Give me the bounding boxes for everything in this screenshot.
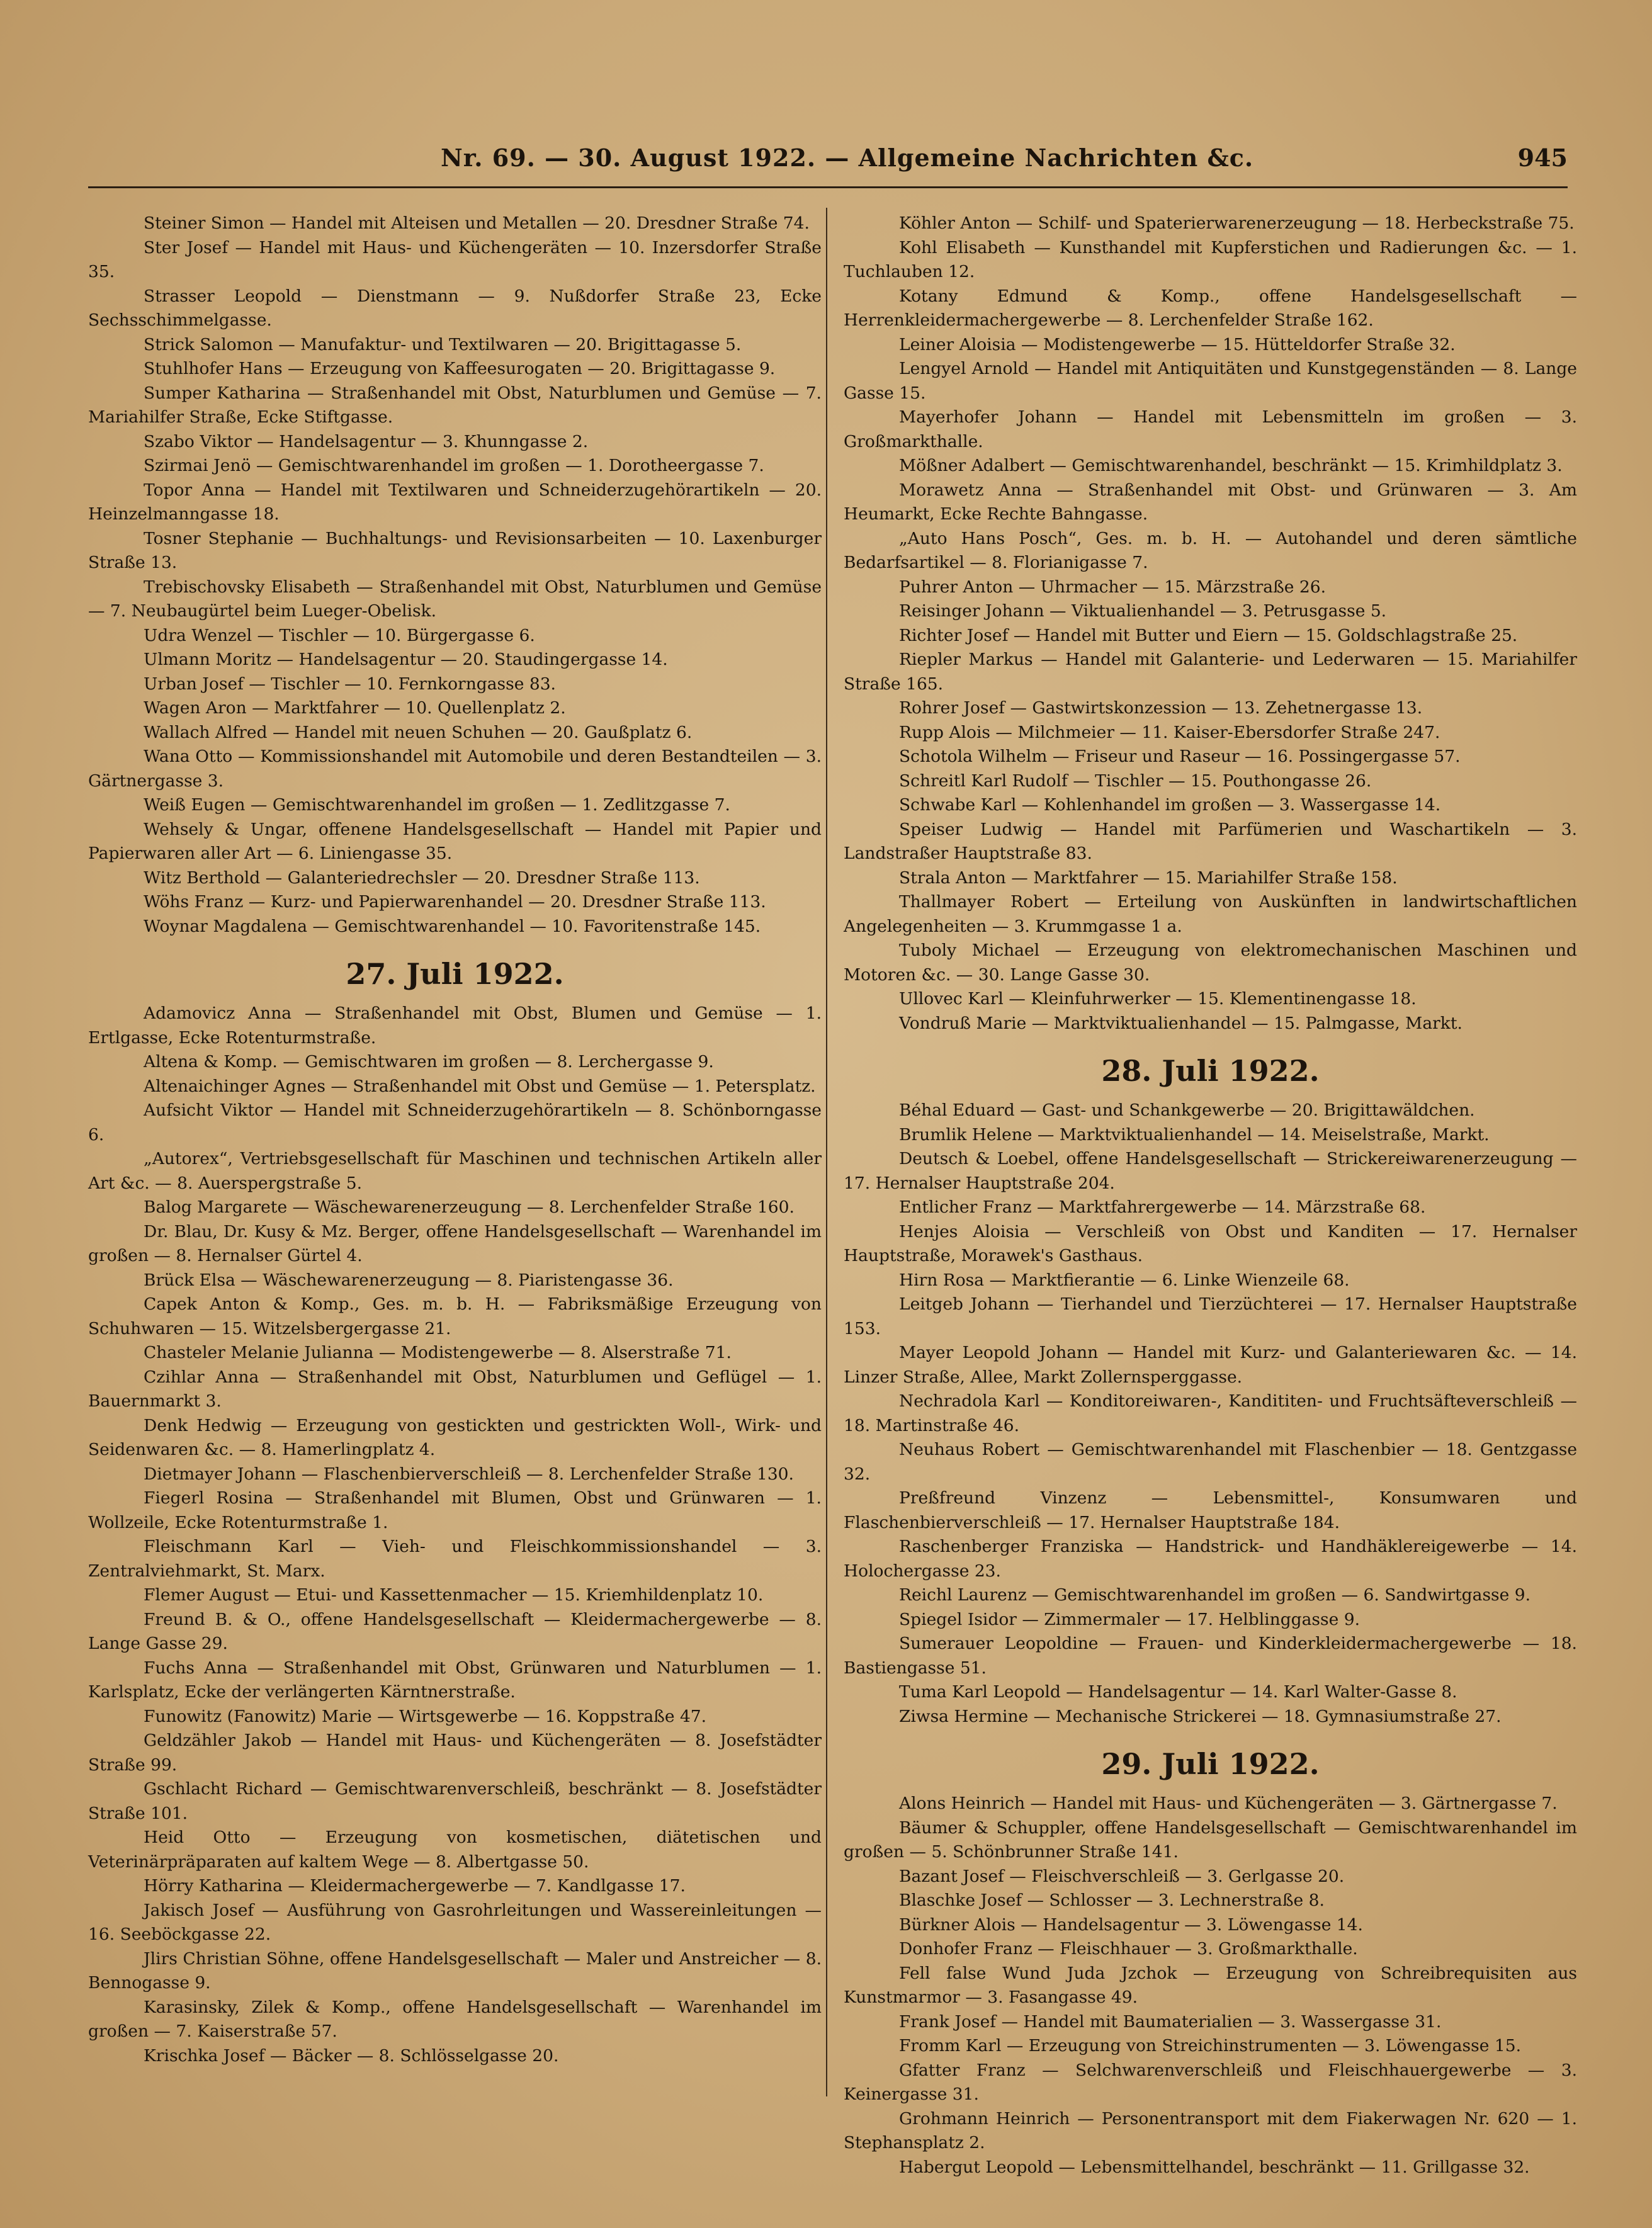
register-entry: Morawetz Anna — Straßenhandel mit Obst- und Grünwaren — 3. Am Heumarkt, Ecke Rechte Bahngasse.: [844, 480, 1577, 524]
register-entry: Ulmann Moritz — Handelsagentur — 20. Staudingergasse 14.: [144, 650, 668, 669]
register-entry: Ziwsa Hermine — Mechanische Strickerei — 18. Gymnasiumstraße 27.: [899, 1706, 1502, 1726]
register-entry: Schotola Wilhelm — Friseur und Raseur — 16. Possingergasse 57.: [899, 747, 1461, 766]
register-entry: Tuma Karl Leopold — Handelsagentur — 14. Karl Walter-Gasse 8.: [899, 1682, 1457, 1702]
register-entry: Preßfreund Vinzenz — Lebensmittel-, Konsumwaren und Flaschenbierverschleiß — 17. Hernalser Hauptstraße 184.: [844, 1488, 1577, 1532]
register-entry: Geldzähler Jakob — Handel mit Haus- und Küchengeräten — 8. Josefstädter Straße 99.: [88, 1731, 822, 1775]
register-entry: Adamovicz Anna — Straßenhandel mit Obst, Blumen und Gemüse — 1. Ertlgasse, Ecke Rotenturmstraße.: [88, 1004, 822, 1048]
register-entry: Raschenberger Franziska — Handstrick- und Handhäklereigewerbe — 14. Holochergasse 23.: [844, 1537, 1577, 1581]
header-rule: [88, 186, 1568, 188]
register-entry: Witz Berthold — Galanteriedrechsler — 20. Dresdner Straße 113.: [144, 868, 700, 888]
register-entry: Lengyel Arnold — Handel mit Antiquitäten und Kunstgegenständen — 8. Lange Gasse 15.: [844, 359, 1577, 403]
register-entry: Bürkner Alois — Handelsagentur — 3. Löwengasse 14.: [899, 1914, 1363, 1935]
register-entry: Henjes Aloisia — Verschleiß von Obst und Kanditen — 17. Hernalser Hauptstraße, Morawek's Gasthaus.: [844, 1221, 1577, 1265]
header-title: Nr. 69. — 30. August 1922. — Allgemeine Nachrichten &c.: [441, 144, 1254, 172]
register-entry: Woynar Magdalena — Gemischtwarenhandel — 10. Favoritenstraße 145.: [144, 916, 761, 936]
register-entry: Entlicher Franz — Marktfahrergewerbe — 14. Märzstraße 68.: [899, 1197, 1426, 1217]
left-entries-a: [88, 212, 822, 939]
register-entry: Nechradola Karl — Konditoreiwaren-, Kandititen- und Fruchtsäfteverschleiß — 18. Martinstraße 46.: [844, 1391, 1577, 1435]
register-entry: Köhler Anton — Schilf- und Spaterierwarenerzeugung — 18. Herbeckstraße 75.: [899, 213, 1575, 233]
register-entry: Freund B. & O., offene Handelsgesellschaft — Kleidermachergewerbe — 8. Lange Gasse 29.: [88, 1609, 822, 1653]
register-entry: Schwabe Karl — Kohlenhandel im großen — 3. Wassergasse 14.: [899, 795, 1441, 815]
register-entry: Speiser Ludwig — Handel mit Parfümerien und Waschartikeln — 3. Landstraßer Hauptstraße 83.: [844, 819, 1577, 863]
page-header: [88, 144, 1568, 188]
register-entry: Wana Otto — Kommissionshandel mit Automobile und deren Bestandteilen — 3. Gärtnergasse 3.: [88, 747, 822, 791]
date-heading-27-juli: 27. Juli 1922.: [346, 957, 564, 991]
register-entry: Strala Anton — Marktfahrer — 15. Mariahilfer Straße 158.: [899, 868, 1398, 888]
register-entry: Balog Margarete — Wäschewarenerzeugung — 8. Lerchenfelder Straße 160.: [144, 1197, 795, 1217]
left-entries-b: [88, 1002, 822, 2068]
register-entry: Puhrer Anton — Uhrmacher — 15. Märzstraße 26.: [899, 577, 1327, 597]
register-entry: Fuchs Anna — Straßenhandel mit Obst, Grünwaren und Naturblumen — 1. Karlsplatz, Ecke der verlängerten Kärntnerstraße.: [88, 1658, 822, 1702]
register-entry: Schreitl Karl Rudolf — Tischler — 15. Pouthongasse 26.: [899, 771, 1372, 791]
register-entry: Dr. Blau, Dr. Kusy & Mz. Berger, offene Handelsgesellschaft — Warenhandel im großen — 8. Hernalser Gürtel 4.: [88, 1221, 822, 1265]
register-entry: Strick Salomon — Manufaktur- und Textilwaren — 20. Brigittagasse 5.: [144, 334, 742, 354]
register-entry: Fell false Wund Juda Jzchok — Erzeugung von Schreibrequisiten aus Kunstmarmor — 3. Fasangasse 49.: [844, 1963, 1577, 2007]
register-entry: Ullovec Karl — Kleinfuhrwerker — 15. Klementinengasse 18.: [899, 989, 1417, 1009]
register-entry: Blaschke Josef — Schlosser — 3. Lechnerstraße 8.: [899, 1891, 1325, 1910]
register-entry: Frank Josef — Handel mit Baumaterialien — 3. Wassergasse 31.: [899, 2011, 1442, 2032]
register-entry: Mößner Adalbert — Gemischtwarenhandel, beschränkt — 15. Krimhildplatz 3.: [899, 456, 1563, 475]
register-entry: Leiner Aloisia — Modistengewerbe — 15. Hütteldorfer Straße 32.: [899, 334, 1456, 354]
register-entry: Capek Anton & Komp., Ges. m. b. H. — Fabriksmäßige Erzeugung von Schuhwaren — 15. Witzelsbergergasse 21.: [88, 1294, 822, 1338]
register-entry: Gfatter Franz — Selchwarenverschleiß und Fleischhauergewerbe — 3. Keinergasse 31.: [844, 2060, 1577, 2104]
register-entry: Weiß Eugen — Gemischtwarenhandel im großen — 1. Zedlitzgasse 7.: [144, 795, 730, 815]
register-entry: Tuboly Michael — Erzeugung von elektromechanischen Maschinen und Motoren &c. — 30. Lange Gasse 30.: [844, 941, 1577, 985]
date-heading-28-juli: 28. Juli 1922.: [1101, 1054, 1320, 1088]
register-entry: Reichl Laurenz — Gemischtwarenhandel im großen — 6. Sandwirtgasse 9.: [899, 1585, 1531, 1605]
register-entry: Funowitz (Fanowitz) Marie — Wirtsgewerbe — 16. Koppstraße 47.: [144, 1706, 707, 1726]
register-entry: Leitgeb Johann — Tierhandel und Tierzüchterei — 17. Hernalser Hauptstraße 153.: [844, 1294, 1577, 1338]
register-entry: Jakisch Josef — Ausführung von Gasrohrleitungen und Wassereinleitungen — 16. Seeböckgasse 22.: [88, 1900, 822, 1944]
register-entry: Czihlar Anna — Straßenhandel mit Obst, Naturblumen und Geflügel — 1. Bauernmarkt 3.: [88, 1367, 822, 1411]
left-column: [88, 212, 822, 2068]
register-entry: Ster Josef — Handel mit Haus- und Küchengeräten — 10. Inzersdorfer Straße 35.: [88, 237, 822, 281]
register-entry: Sumerauer Leopoldine — Frauen- und Kinderkleidermachergewerbe — 18. Bastiengasse 51.: [844, 1634, 1577, 1678]
register-entry: Altenaichinger Agnes — Straßenhandel mit Obst und Gemüse — 1. Petersplatz.: [144, 1076, 816, 1096]
register-entry: Mayer Leopold Johann — Handel mit Kurz- und Galanteriewaren &c. — 14. Linzer Straße, Allee, Markt Zollernsperggasse.: [844, 1343, 1577, 1387]
page-number: 945: [1517, 144, 1568, 172]
register-entry: Hirn Rosa — Marktfierantie — 6. Linke Wienzeile 68.: [899, 1270, 1350, 1290]
register-entry: Trebischovsky Elisabeth — Straßenhandel mit Obst, Naturblumen und Gemüse — 7. Neubaugürtel beim Lueger-Obelisk.: [88, 577, 822, 621]
right-entries-a: [844, 212, 1577, 1036]
right-entries-b: [844, 1099, 1577, 1729]
register-entry: Urban Josef — Tischler — 10. Fernkorngasse 83.: [144, 674, 556, 694]
register-entry: Richter Josef — Handel mit Butter und Eiern — 15. Goldschlagstraße 25.: [899, 625, 1518, 645]
register-entry: Udra Wenzel — Tischler — 10. Bürgergasse 6.: [144, 625, 535, 645]
register-entry: Krischka Josef — Bäcker — 8. Schlösselgasse 20.: [144, 2045, 559, 2066]
register-entry: Gschlacht Richard — Gemischtwarenverschleiß, beschränkt — 8. Josefstädter Straße 101.: [88, 1779, 822, 1823]
register-entry: Topor Anna — Handel mit Textilwaren und Schneiderzugehörartikeln — 20. Heinzelmanngasse 18.: [88, 480, 822, 524]
register-entry: Steiner Simon — Handel mit Alteisen und Metallen — 20. Dresdner Straße 74.: [144, 213, 810, 233]
register-entry: Wehsely & Ungar, offenene Handelsgesellschaft — Handel mit Papier und Papierwaren aller Art — 6. Liniengasse 35.: [88, 819, 822, 863]
register-entry: Alons Heinrich — Handel mit Haus- und Küchengeräten — 3. Gärtnergasse 7.: [899, 1794, 1558, 1813]
register-entry: Wagen Aron — Marktfahrer — 10. Quellenplatz 2.: [144, 698, 566, 718]
register-entry: Chasteler Melanie Julianna — Modistengewerbe — 8. Alserstraße 71.: [144, 1343, 732, 1362]
right-column: [844, 212, 1577, 2180]
register-entry: Strasser Leopold — Dienstmann — 9. Nußdorfer Straße 23, Ecke Sechsschimmelgasse.: [88, 286, 822, 330]
right-entries-c: [844, 1792, 1577, 2180]
register-entry: Fleischmann Karl — Vieh- und Fleischkommissionshandel — 3. Zentralviehmarkt, St. Marx.: [88, 1537, 822, 1581]
register-entry: Szabo Viktor — Handelsagentur — 3. Khunngasse 2.: [144, 431, 589, 451]
register-entry: Spiegel Isidor — Zimmermaler — 17. Helblinggasse 9.: [899, 1609, 1361, 1629]
register-entry: Denk Hedwig — Erzeugung von gestickten und gestrickten Woll-, Wirk- und Seidenwaren &c. — 8. Hamerlingplatz 4.: [88, 1415, 822, 1459]
register-entry: Grohmann Heinrich — Personentransport mit dem Fiakerwagen Nr. 620 — 1. Stephansplatz 2.: [844, 2108, 1577, 2152]
register-entry: Dietmayer Johann — Flaschenbierverschleiß — 8. Lerchenfelder Straße 130.: [144, 1464, 794, 1484]
register-entry: Fromm Karl — Erzeugung von Streichinstrumenten — 3. Löwengasse 15.: [899, 2036, 1521, 2056]
register-entry: Kotany Edmund & Komp., offene Handelsgesellschaft — Herrenkleidermachergewerbe — 8. Lerchenfelder Straße 162.: [844, 286, 1577, 330]
register-entry: Flemer August — Etui- und Kassettenmacher — 15. Kriemhildenplatz 10.: [144, 1585, 764, 1605]
register-entry: Rohrer Josef — Gastwirtskonzession — 13. Zehetnergasse 13.: [899, 698, 1423, 718]
register-entry: Vondruß Marie — Marktviktualienhandel — 15. Palmgasse, Markt.: [899, 1013, 1462, 1033]
register-entry: Altena & Komp. — Gemischtwaren im großen — 8. Lerchergasse 9.: [144, 1052, 714, 1072]
register-entry: Kohl Elisabeth — Kunsthandel mit Kupferstichen und Radierungen &c. — 1. Tuchlauben 12.: [844, 237, 1577, 281]
register-entry: Béhal Eduard — Gast- und Schankgewerbe — 20. Brigittawäldchen.: [899, 1100, 1475, 1120]
register-entry: Aufsicht Viktor — Handel mit Schneiderzugehörartikeln — 8. Schönborngasse 6.: [88, 1100, 822, 1145]
register-entry: Hörry Katharina — Kleidermachergewerbe — 7. Kandlgasse 17.: [144, 1876, 686, 1896]
register-entry: „Auto Hans Posch“, Ges. m. b. H. — Autohandel und deren sämtliche Bedarfsartikel — 8. Florianigasse 7.: [844, 528, 1577, 572]
register-entry: Thallmayer Robert — Erteilung von Auskünften in landwirtschaftlichen Angelegenheiten — 3. Krummgasse 1 a.: [844, 892, 1577, 936]
register-entry: Stuhlhofer Hans — Erzeugung von Kaffeesurogaten — 20. Brigittagasse 9.: [144, 359, 776, 378]
register-entry: Reisinger Johann — Viktualienhandel — 3. Petrusgasse 5.: [899, 601, 1387, 621]
register-entry: Habergut Leopold — Lebensmittelhandel, beschränkt — 11. Grillgasse 32.: [899, 2157, 1530, 2177]
register-entry: Deutsch & Loebel, offene Handelsgesellschaft — Strickereiwarenerzeugung — 17. Hernalser Hauptstraße 204.: [844, 1149, 1577, 1193]
register-entry: Neuhaus Robert — Gemischtwarenhandel mit Flaschenbier — 18. Gentzgasse 32.: [844, 1440, 1577, 1484]
register-entry: Szirmai Jenö — Gemischtwarenhandel im großen — 1. Dorotheergasse 7.: [144, 456, 764, 475]
register-entry: Tosner Stephanie — Buchhaltungs- und Revisionsarbeiten — 10. Laxenburger Straße 13.: [88, 528, 822, 572]
register-entry: Karasinsky, Zilek & Komp., offene Handelsgesellschaft — Warenhandel im großen — 7. Kaiserstraße 57.: [88, 1997, 822, 2041]
register-entry: Bazant Josef — Fleischverschleiß — 3. Gerlgasse 20.: [899, 1866, 1345, 1886]
register-entry: Mayerhofer Johann — Handel mit Lebensmitteln im großen — 3. Großmarkthalle.: [844, 407, 1577, 451]
register-entry: Wallach Alfred — Handel mit neuen Schuhen — 20. Gaußplatz 6.: [144, 722, 693, 742]
register-entry: Brumlik Helene — Marktviktualienhandel — 14. Meiselstraße, Markt.: [899, 1124, 1490, 1145]
register-entry: Heid Otto — Erzeugung von kosmetischen, diätetischen und Veterinärpräparaten auf kaltem Wege — 8. Albertgasse 50.: [88, 1828, 822, 1872]
register-entry: „Autorex“, Vertriebsgesellschaft für Maschinen und technischen Artikeln aller Art &c. — 8. Auerspergstraße 5.: [88, 1149, 822, 1193]
register-entry: Fiegerl Rosina — Straßenhandel mit Blumen, Obst und Grünwaren — 1. Wollzeile, Ecke Rotenturmstraße 1.: [88, 1488, 822, 1532]
register-entry: Brück Elsa — Wäschewarenerzeugung — 8. Piaristengasse 36.: [144, 1270, 674, 1290]
register-entry: Bäumer & Schuppler, offene Handelsgesellschaft — Gemischtwarenhandel im großen — 5. Schönbrunner Straße 141.: [844, 1818, 1577, 1862]
register-entry: Wöhs Franz — Kurz- und Papierwarenhandel — 20. Dresdner Straße 113.: [144, 892, 766, 912]
register-entry: Donhofer Franz — Fleischhauer — 3. Großmarkthalle.: [899, 1939, 1358, 1959]
register-entry: Riepler Markus — Handel mit Galanterie- und Lederwaren — 15. Mariahilfer Straße 165.: [844, 650, 1577, 694]
date-heading-29-juli: 29. Juli 1922.: [1101, 1747, 1320, 1781]
register-entry: Rupp Alois — Milchmeier — 11. Kaiser-Ebersdorfer Straße 247.: [899, 722, 1440, 742]
column-divider: [826, 208, 827, 2096]
register-entry: Sumper Katharina — Straßenhandel mit Obst, Naturblumen und Gemüse — 7. Mariahilfer Straße, Ecke Stiftgasse.: [88, 383, 822, 427]
register-entry: Jlirs Christian Söhne, offene Handelsgesellschaft — Maler und Anstreicher — 8. Bennogasse 9.: [88, 1948, 822, 1993]
